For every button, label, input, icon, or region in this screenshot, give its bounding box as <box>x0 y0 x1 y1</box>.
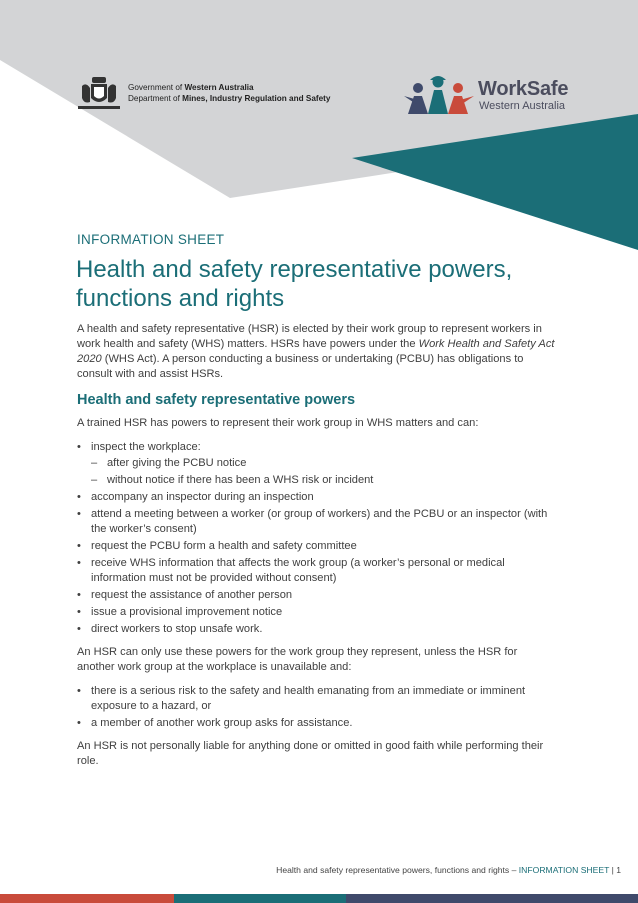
list-item: • request the assistance of another person <box>77 588 557 603</box>
list-item: • direct workers to stop unsafe work. <box>77 622 557 637</box>
document-type-label: INFORMATION SHEET <box>77 232 225 247</box>
list-item: • inspect the workplace: – after giving the PCBU notice – without notice if there has been a WHS risk or incident <box>77 440 557 488</box>
list-item: • accompany an inspector during an inspection <box>77 490 557 505</box>
brand-name: WorkSafe <box>478 78 569 100</box>
footer-tag: INFORMATION SHEET <box>518 865 610 875</box>
coat-of-arms-icon <box>76 76 122 112</box>
paragraph: An HSR is not personally liable for anything done or omitted in good faith while performing their role. <box>77 740 544 767</box>
header-background <box>0 0 638 250</box>
section-lead: A trained HSR has powers to represent their work group in WHS matters and can: <box>77 417 479 429</box>
department-name: Department of Mines, Industry Regulation and Safety <box>128 93 331 103</box>
list-item: • attend a meeting between a worker (or group of workers) and the PCBU or an inspector (with the worker’s consent) <box>77 507 557 537</box>
page-footer: Health and safety representative powers, functions and rights – INFORMATION SHEET | 1 <box>276 865 621 875</box>
paragraph: An HSR can only use these powers for the work group they represent, unless the HSR for another work group at the workplace is unavailable and: <box>77 646 518 673</box>
list-item: • issue a provisional improvement notice <box>77 605 557 620</box>
list-item: • a member of another work group asks for assistance. <box>77 716 557 731</box>
powers-list <box>77 440 557 637</box>
sub-list-item: – without notice if there has been a WHS risk or incident <box>90 473 557 488</box>
list-item: • there is a serious risk to the safety and health emanating from an immediate or imminent exposure to a hazard, or <box>77 684 557 714</box>
act-name: Work Health and Safety Act 2020 <box>77 338 555 365</box>
conditions-list <box>77 684 557 731</box>
footer-bar-navy <box>346 894 638 903</box>
page-title: Health and safety representative powers, functions and rights <box>76 256 513 312</box>
section-heading: Health and safety representative powers <box>77 392 356 408</box>
brand-subtitle: Western Australia <box>479 100 566 112</box>
footer-bar-teal <box>174 894 346 903</box>
government-name: Government of Western Australia <box>128 83 254 92</box>
page-number: | 1 <box>609 865 621 875</box>
footer-bar-red <box>0 894 174 903</box>
document-body <box>77 322 557 778</box>
list-item: • receive WHS information that affects the work group (a worker’s personal or medical information must not be provided without consent) <box>77 556 557 586</box>
list-item: • request the PCBU form a health and safety committee <box>77 539 557 554</box>
worksafe-figures-icon <box>404 74 474 116</box>
intro-paragraph: A health and safety representative (HSR) is elected by their work group to represent workers in work health and safety (WHS) matters. HSRs have powers under the Work Health and Safety Act 2020 (WHS Act). A person conducting a business or undertaking (PCBU) has obligations to consult with and assist HSRs. <box>77 323 555 380</box>
sub-list <box>90 456 557 488</box>
sub-list-item: – after giving the PCBU notice <box>90 456 557 471</box>
